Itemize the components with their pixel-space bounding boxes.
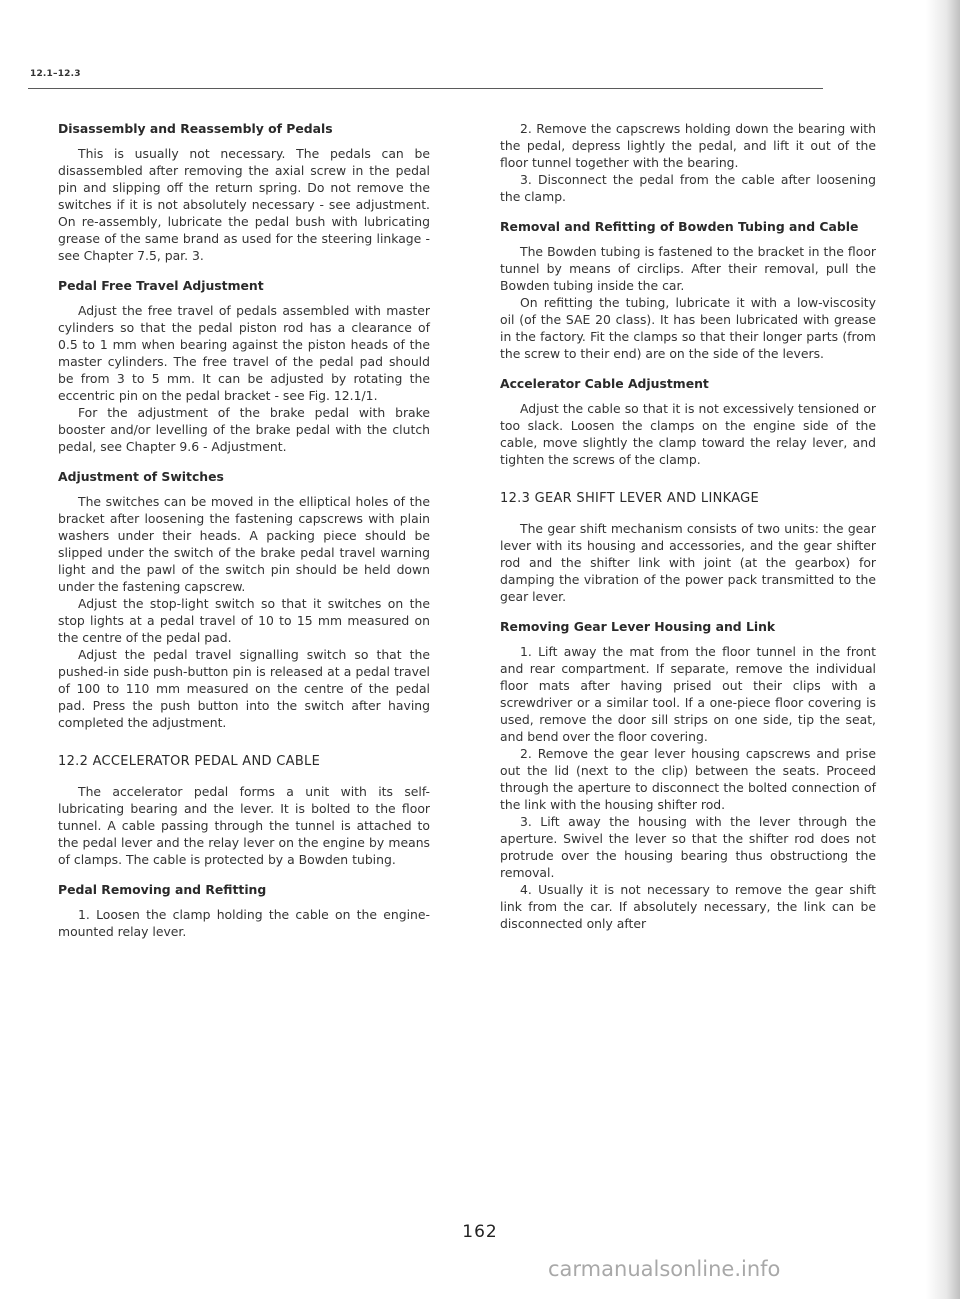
heading-gear-housing: Removing Gear Lever Housing and Link <box>500 619 776 634</box>
paragraph-free-travel-1: Adjust the free travel of pedals assembled with master cylinders so that the pedal piston rod has a clearance of 0.5 to 1 mm when bearing against the piston heads of the master cylinders. The free travel of the pedal pad should be from 3 to 5 mm. It can be adjusted by rotating the eccentric pin on the pedal bracket - see Fig. 12.1/1. <box>58 303 430 403</box>
section-heading-12-2: 12.2 ACCELERATOR PEDAL AND CABLE <box>58 754 321 769</box>
paragraph-switches-2: Adjust the stop-light switch so that it switches on the stop lights at a pedal travel of 10 to 15 mm measured on the centre of the pedal pad. <box>58 596 430 645</box>
paragraph-disassembly: This is usually not necessary. The pedals can be disassembled after removing the axial screw in the pedal pin and slipping off the return spring. Do not remove the switches if it is not absolutely necessary - see adjustment. On re-assembly, lubricate the pedal bush with lubricating grease of the same brand as used for the steering linkage - see Chapter 7.5, par. 3. <box>58 146 430 263</box>
paragraph-switches-1: The switches can be moved in the elliptical holes of the bracket after loosening the fastening capscrews with plain washers under their heads. A packing piece should be slipped under the switch of the brake pedal travel warning light and the pawl of the switch pin should be held down under the fastening capscrew. <box>58 494 430 594</box>
paragraph-bowden-2: On refitting the tubing, lubricate it with a low-viscosity oil (of the SAE 20 class). It has been lubricated with grease in the factory. Fit the clamps so that their longer parts (from the screw to their end) are on the side of the levers. <box>500 295 876 361</box>
paragraph-bowden-1: The Bowden tubing is fastened to the bracket in the floor tunnel by means of circlips. After their removal, pull the Bowden tubing inside the car. <box>500 244 876 293</box>
paragraph-gear-shift: The gear shift mechanism consists of two units: the gear lever with its housing and accessories, and the gear shifter rod and the shifter link with joint (at the gearbox) for damping the vibration of the power pack transmitted to the gear lever. <box>500 521 876 604</box>
page-number: 162 <box>462 1222 498 1242</box>
section-heading-12-3: 12.3 GEAR SHIFT LEVER AND LINKAGE <box>500 491 760 506</box>
heading-cable-adjustment: Accelerator Cable Adjustment <box>500 376 709 391</box>
heading-bowden: Removal and Refitting of Bowden Tubing and Cable <box>500 219 859 234</box>
left-column <box>58 120 430 940</box>
paragraph-pedal-removing-3: 3. Disconnect the pedal from the cable after loosening the clamp. <box>500 172 876 204</box>
watermark: carmanualsonline.info <box>548 1257 781 1281</box>
heading-switches: Adjustment of Switches <box>58 469 224 484</box>
paragraph-accelerator: The accelerator pedal forms a unit with its self-lubricating bearing and the lever. It is bolted to the floor tunnel. A cable passing through the tunnel is attached to the pedal lever and the relay lever on the engine by means of clamps. The cable is protected by a Bowden tubing. <box>58 784 430 867</box>
section-reference: 12.1–12.3 <box>30 69 81 79</box>
heading-disassembly: Disassembly and Reassembly of Pedals <box>58 121 333 136</box>
paragraph-free-travel-2: For the adjustment of the brake pedal with brake booster and/or levelling of the brake pedal with the clutch pedal, see Chapter 9.6 - Adjustment. <box>58 405 430 454</box>
heading-free-travel: Pedal Free Travel Adjustment <box>58 278 264 293</box>
paragraph-gear-housing-3: 3. Lift away the housing with the lever through the aperture. Swivel the lever so that the shifter rod does not protrude over the housing bearing thus obstructiong the removal. <box>500 814 876 880</box>
paragraph-pedal-removing-1: 1. Loosen the clamp holding the cable on the engine-mounted relay lever. <box>58 907 430 939</box>
paragraph-gear-housing-1: 1. Lift away the mat from the floor tunnel in the front and rear compartment. If separate, remove the individual floor mats after having prised out their clips with a screwdriver or a similar tool. If a one-piece floor covering is used, remove the door sill strips on one side, tip the seat, and bend over the floor covering. <box>500 644 876 744</box>
page-edge-shadow <box>926 0 960 1299</box>
header-rule <box>28 88 823 89</box>
heading-pedal-removing: Pedal Removing and Refitting <box>58 882 267 897</box>
paragraph-pedal-removing-2: 2. Remove the capscrews holding down the bearing with the pedal, depress lightly the pedal, and lift it out of the floor tunnel together with the bearing. <box>500 121 876 170</box>
right-column <box>500 120 876 932</box>
paragraph-switches-3: Adjust the pedal travel signalling switch so that the pushed-in side push-button pin is released at a pedal travel of 100 to 110 mm measured on the centre of the pedal pad. Press the push button into the switch after having completed the adjustment. <box>58 647 430 730</box>
paragraph-gear-housing-2: 2. Remove the gear lever housing capscrews and prise out the lid (next to the clip) between the seats. Proceed through the aperture to disconnect the bolted connection of the link with the housing shifter rod. <box>500 746 876 812</box>
paragraph-gear-housing-4: 4. Usually it is not necessary to remove the gear shift link from the car. If absolutely necessary, the link can be disconnected only after <box>500 882 876 931</box>
paragraph-cable-adjustment: Adjust the cable so that it is not excessively tensioned or too slack. Loosen the clamps on the engine side of the cable, move slightly the clamp toward the relay lever, and tighten the screws of the clamp. <box>500 401 876 467</box>
